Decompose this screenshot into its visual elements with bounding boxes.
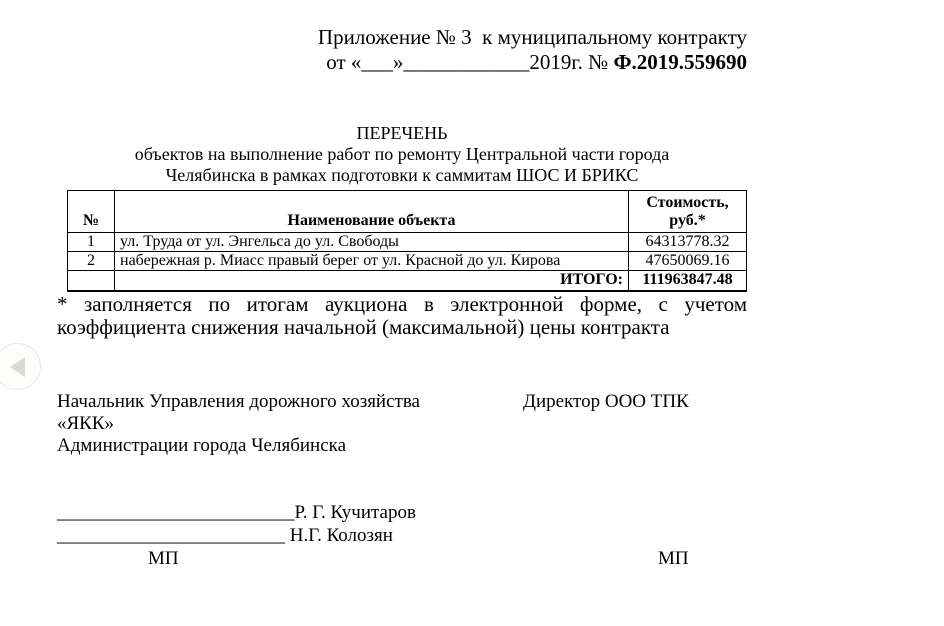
title-line1: ПЕРЕЧЕНЬ bbox=[356, 123, 448, 143]
title-line3: Челябинска в рамках подготовки к саммитам ШОС И БРИКС bbox=[165, 165, 639, 185]
signature-rule: _________________________ bbox=[57, 502, 295, 523]
row-number: 2 bbox=[68, 252, 115, 271]
signatory-titles bbox=[57, 391, 747, 457]
row-number: 1 bbox=[68, 233, 115, 252]
right-signatory-title: Директор ООО ТПК bbox=[523, 391, 689, 412]
table-row bbox=[68, 233, 747, 252]
objects-table bbox=[67, 190, 747, 292]
appendix-header-line1: Приложение № 3 к муниципальному контракту bbox=[317, 25, 747, 49]
right-signatory-title-wrap: «ЯКК» bbox=[57, 413, 115, 434]
column-header-number: № bbox=[68, 191, 115, 233]
total-label: ИТОГО: bbox=[115, 271, 629, 291]
total-empty-cell bbox=[68, 271, 115, 291]
contract-number: Ф.2019.559690 bbox=[613, 50, 747, 74]
signatory-name-kolozyan: Н.Г. Колозян bbox=[285, 525, 393, 546]
previous-page-button[interactable] bbox=[0, 343, 41, 390]
signatory-name-kuchitarov: Р. Г. Кучитаров bbox=[294, 502, 416, 523]
signature-block bbox=[57, 501, 747, 570]
total-value: 111963847.48 bbox=[629, 271, 747, 291]
table-total-row bbox=[68, 271, 747, 291]
signature-rule: ________________________ bbox=[57, 525, 285, 546]
footnote bbox=[57, 293, 747, 339]
signature-line-1 bbox=[57, 501, 747, 524]
document-title bbox=[57, 123, 747, 186]
object-cost: 47650069.16 bbox=[629, 252, 747, 271]
title-line2: объектов на выполнение работ по ремонту Центральной части города bbox=[134, 144, 670, 164]
table-header-row bbox=[68, 191, 747, 233]
column-header-object-name: Наименование объекта bbox=[115, 191, 629, 233]
stamp-placeholder-left: МП bbox=[148, 548, 179, 569]
chevron-left-icon bbox=[10, 357, 25, 377]
appendix-header-line2 bbox=[260, 50, 747, 75]
signatory-titles-line1 bbox=[57, 391, 747, 413]
signature-line-2 bbox=[57, 524, 747, 547]
object-name: набережная р. Миасс правый берег от ул. Красной до ул. Кирова bbox=[115, 252, 629, 271]
contract-date-blank: от «___»____________2019г. № bbox=[326, 50, 614, 74]
stamp-placeholder-right: МП bbox=[658, 548, 689, 569]
stamp-row bbox=[57, 547, 747, 570]
left-signatory-org: Администрации города Челябинска bbox=[57, 435, 347, 456]
table-row bbox=[68, 252, 747, 271]
appendix-header bbox=[260, 25, 747, 75]
object-name: ул. Труда от ул. Энгельса до ул. Свободы bbox=[115, 233, 629, 252]
footnote-line2: коэффициента снижения начальной (максимальной) цены контракта bbox=[57, 315, 670, 339]
object-cost: 64313778.32 bbox=[629, 233, 747, 252]
left-signatory-title: Начальник Управления дорожного хозяйства bbox=[57, 391, 420, 412]
footnote-line1: * заполняется по итогам аукциона в электронной форме, с учетом bbox=[57, 292, 747, 316]
column-header-cost: Стоимость, руб.* bbox=[629, 191, 747, 233]
